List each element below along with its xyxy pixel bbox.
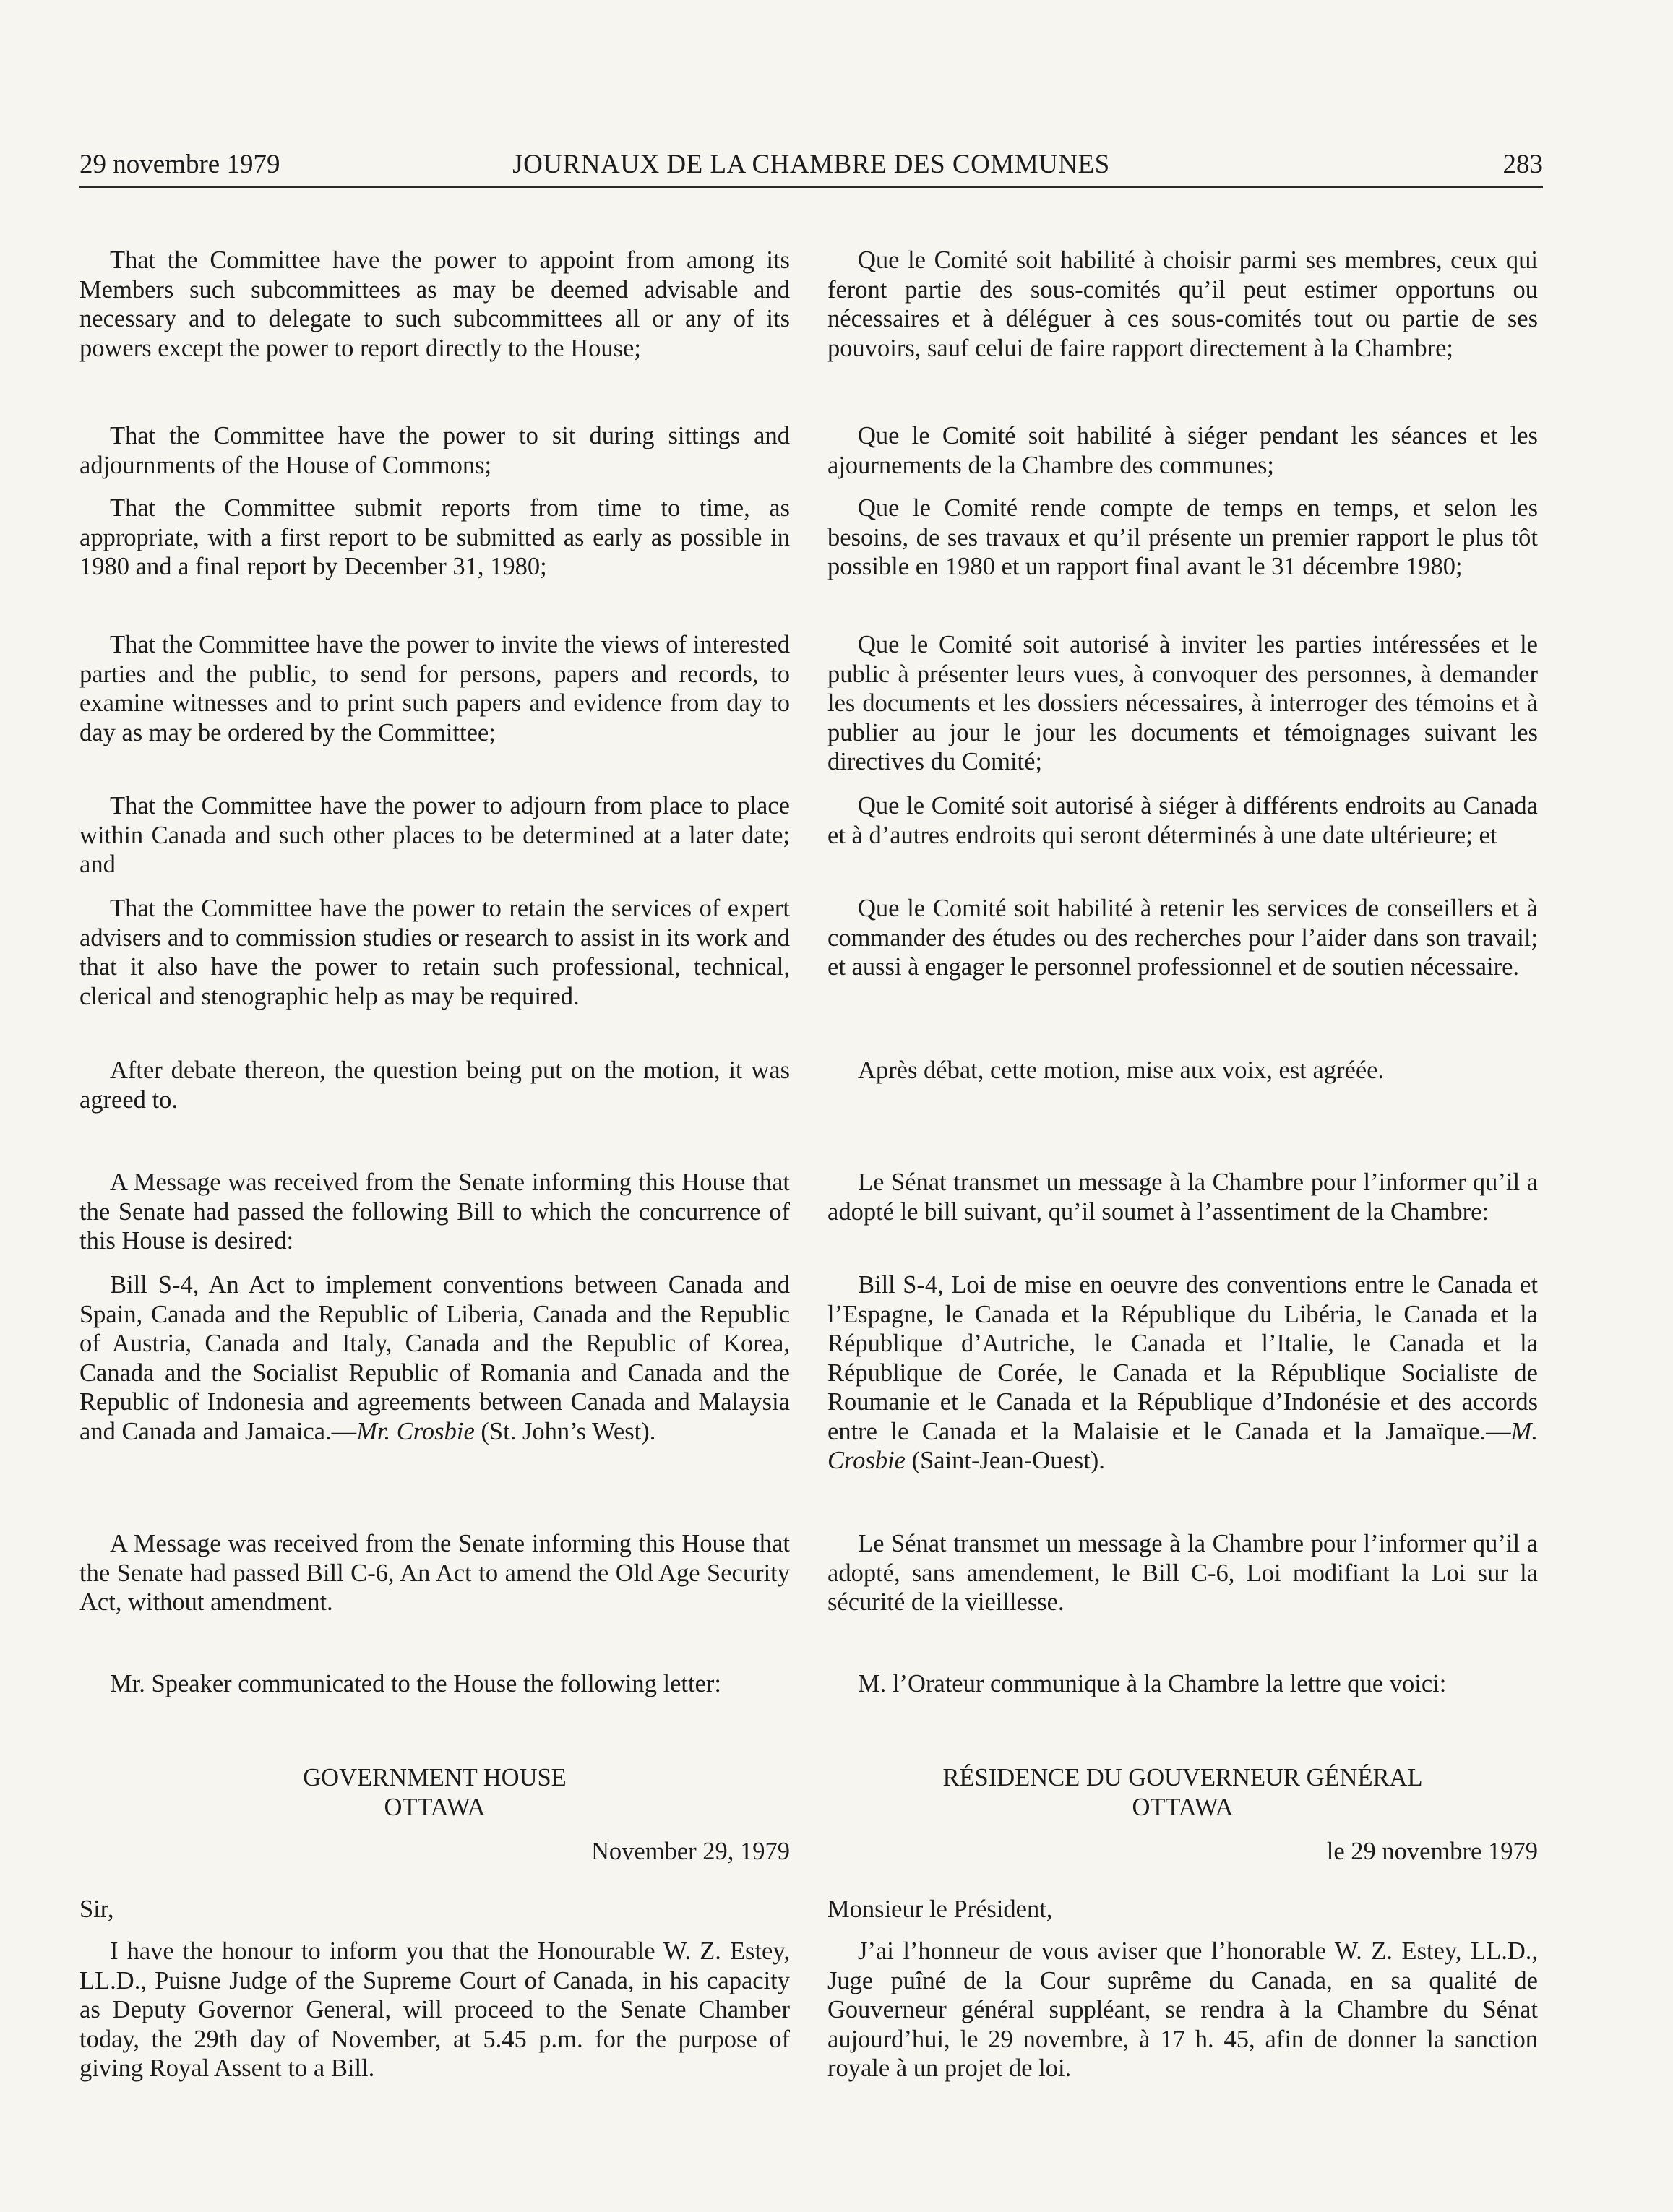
en-paragraph-subcommittees: That the Committee have the power to appoint from among its Members such subcommittees as may be deemed advisable and necessary and to delegate to such subcommittees all or any of its powers except the power to report directly to the House; [79, 246, 790, 362]
fr-paragraph-senate-message: Le Sénat transmet un message à la Chambre pour l’informer qu’il a adopté le bill suivant, qu’il soumet à l’assentiment de la Chambre: [827, 1169, 1538, 1226]
fr-letter-head-line1: RÉSIDENCE DU GOUVERNEUR GÉNÉRAL [942, 1764, 1423, 1791]
fr-paragraph-advisers: Que le Comité soit habilité à retenir les services de conseillers et à commander des études ou des recherches pour l’aider dans son travail; et aussi à engager le personnel professionnel et de soutien nécessaire. [827, 895, 1538, 981]
fr-letter-body: J’ai l’honneur de vous aviser que l’honorable W. Z. Estey, LL.D., Juge puîné de la Cour suprême du Canada, en sa qualité de Gouverneur général suppléant, se rendra à la Chambre du Sénat aujourd’hui, le 29 novembre, à 17 h. 45, afin de donner la sanction royale à un projet de loi. [827, 1937, 1538, 2082]
en-paragraph-bill-c6: A Message was received from the Senate informing this House that the Senate had passed Bill C-6, An Act to amend the Old Age Security Act, without amendment. [79, 1530, 790, 1616]
fr-paragraph-agreed: Après débat, cette motion, mise aux voix, est agréée. [858, 1056, 1385, 1084]
en-paragraph-reports: That the Committee submit reports from time to time, as appropriate, with a first report to be submitted as early as possible in 1980 and a final report by December 31, 1980; [79, 494, 790, 580]
en-paragraph-advisers: That the Committee have the power to retain the services of expert advisers and to commission studies or research to assist in its work and that it also have the power to retain such professional, technical, clerical and stenographic help as may be required. [79, 895, 790, 1010]
fr-paragraph-views: Que le Comité soit autorisé à inviter les parties intéressées et le public à présenter leurs vues, à convoquer des personnes, à demander les documents et les dossiers nécessaires, à interroger des témoins et à publier au jour le jour les documents et témoignages suivant les directives du Comité; [827, 631, 1538, 775]
en-paragraph-adjourn: That the Committee have the power to adjourn from place to place within Canada and such other places to be determined at a later date; and [79, 792, 790, 878]
fr-paragraph-bill-s4: Bill S-4, Loi de mise en oeuvre des conventions entre le Canada et l’Espagne, le Canada et la République du Libéria, le Canada et la République d’Autriche, le Canada et l’Italie, le Canada et la République de Corée, le Canada et la République Socialiste de Roumanie et le Canada et la République d’Indonésie et des accords entre le Canada et la Malaisie et le Canada et la Jamaïque.—M. Crosbie (Saint-Jean-Ouest). [827, 1271, 1538, 1474]
en-letter-head-line2: OTTAWA [384, 1793, 486, 1821]
en-member-name: Mr. Crosbie [356, 1417, 475, 1445]
fr-letter-heading [827, 1763, 1538, 1822]
header-date: 29 novembre 1979 [79, 150, 280, 179]
journal-title: JOURNAUX DE LA CHAMBRE DES COMMUNES [512, 150, 1110, 179]
en-paragraph-views: That the Committee have the power to invite the views of interested parties and the public, to send for persons, papers and records, to examine witnesses and to print such papers and evidence from day to day as may be ordered by the Committee; [79, 631, 790, 746]
header-rule [79, 186, 1543, 188]
fr-paragraph-sit: Que le Comité soit habilité à siéger pendant les séances et les ajournements de la Chambre des communes; [827, 422, 1538, 479]
en-paragraph-bill-s4: Bill S-4, An Act to implement conventions between Canada and Spain, Canada and the Republic of Liberia, Canada and the Republic of Austria, Canada and Italy, Canada and the Republic of Korea, Canada and the Socialist Republic of Romania and Canada and the Republic of Indonesia and agreements between Canada and Malaysia and Canada and Jamaica.—Mr. Crosbie (St. John’s West). [79, 1271, 790, 1445]
page-number: 283 [1502, 150, 1543, 179]
en-letter-date: November 29, 1979 [591, 1838, 790, 1865]
fr-member-name: M. Crosbie [827, 1417, 1538, 1474]
page-header [79, 149, 1543, 189]
en-letter-body: I have the honour to inform you that the Honourable W. Z. Estey, LL.D., Puisne Judge of the Supreme Court of Canada, in his capacity as Deputy Governor General, will proceed to the Senate Chamber today, the 29th day of November, at 5.45 p.m. for the purpose of giving Royal Assent to a Bill. [79, 1937, 790, 2082]
en-paragraph-speaker: Mr. Speaker communicated to the House the following letter: [110, 1670, 721, 1697]
en-salutation: Sir, [79, 1895, 114, 1923]
en-paragraph-agreed: After debate thereon, the question being put on the motion, it was agreed to. [79, 1056, 790, 1114]
fr-paragraph-bill-c6: Le Sénat transmet un message à la Chambre pour l’informer qu’il a adopté, sans amendement, le Bill C-6, Loi modifiant la Loi sur la sécurité de la vieillesse. [827, 1530, 1538, 1616]
fr-salutation: Monsieur le Président, [827, 1895, 1053, 1923]
en-paragraph-sit: That the Committee have the power to sit during sittings and adjournments of the House of Commons; [79, 422, 790, 479]
fr-paragraph-reports: Que le Comité rende compte de temps en temps, et selon les besoins, de ses travaux et qu’il présente un premier rapport le plus tôt possible en 1980 et un rapport final avant le 31 décembre 1980; [827, 494, 1538, 580]
fr-letter-head-line2: OTTAWA [1132, 1793, 1234, 1821]
fr-paragraph-subcommittees: Que le Comité soit habilité à choisir parmi ses membres, ceux qui feront partie des sous-comités qu’il peut estimer opportuns ou nécessaires et à déléguer à ces sous-comités tout ou partie de ses pouvoirs, sauf celui de faire rapport directement à la Chambre; [827, 246, 1538, 362]
fr-letter-date: le 29 novembre 1979 [1326, 1838, 1538, 1865]
en-letter-heading [79, 1763, 790, 1822]
fr-paragraph-adjourn: Que le Comité soit autorisé à siéger à différents endroits au Canada et à d’autres endroits qui seront déterminés à une date ultérieure; et [827, 792, 1538, 849]
fr-paragraph-speaker: M. l’Orateur communique à la Chambre la lettre que voici: [858, 1670, 1447, 1697]
en-paragraph-senate-message: A Message was received from the Senate informing this House that the Senate had passed the following Bill to which the concurrence of this House is desired: [79, 1169, 790, 1255]
en-letter-head-line1: GOVERNMENT HOUSE [303, 1764, 567, 1791]
